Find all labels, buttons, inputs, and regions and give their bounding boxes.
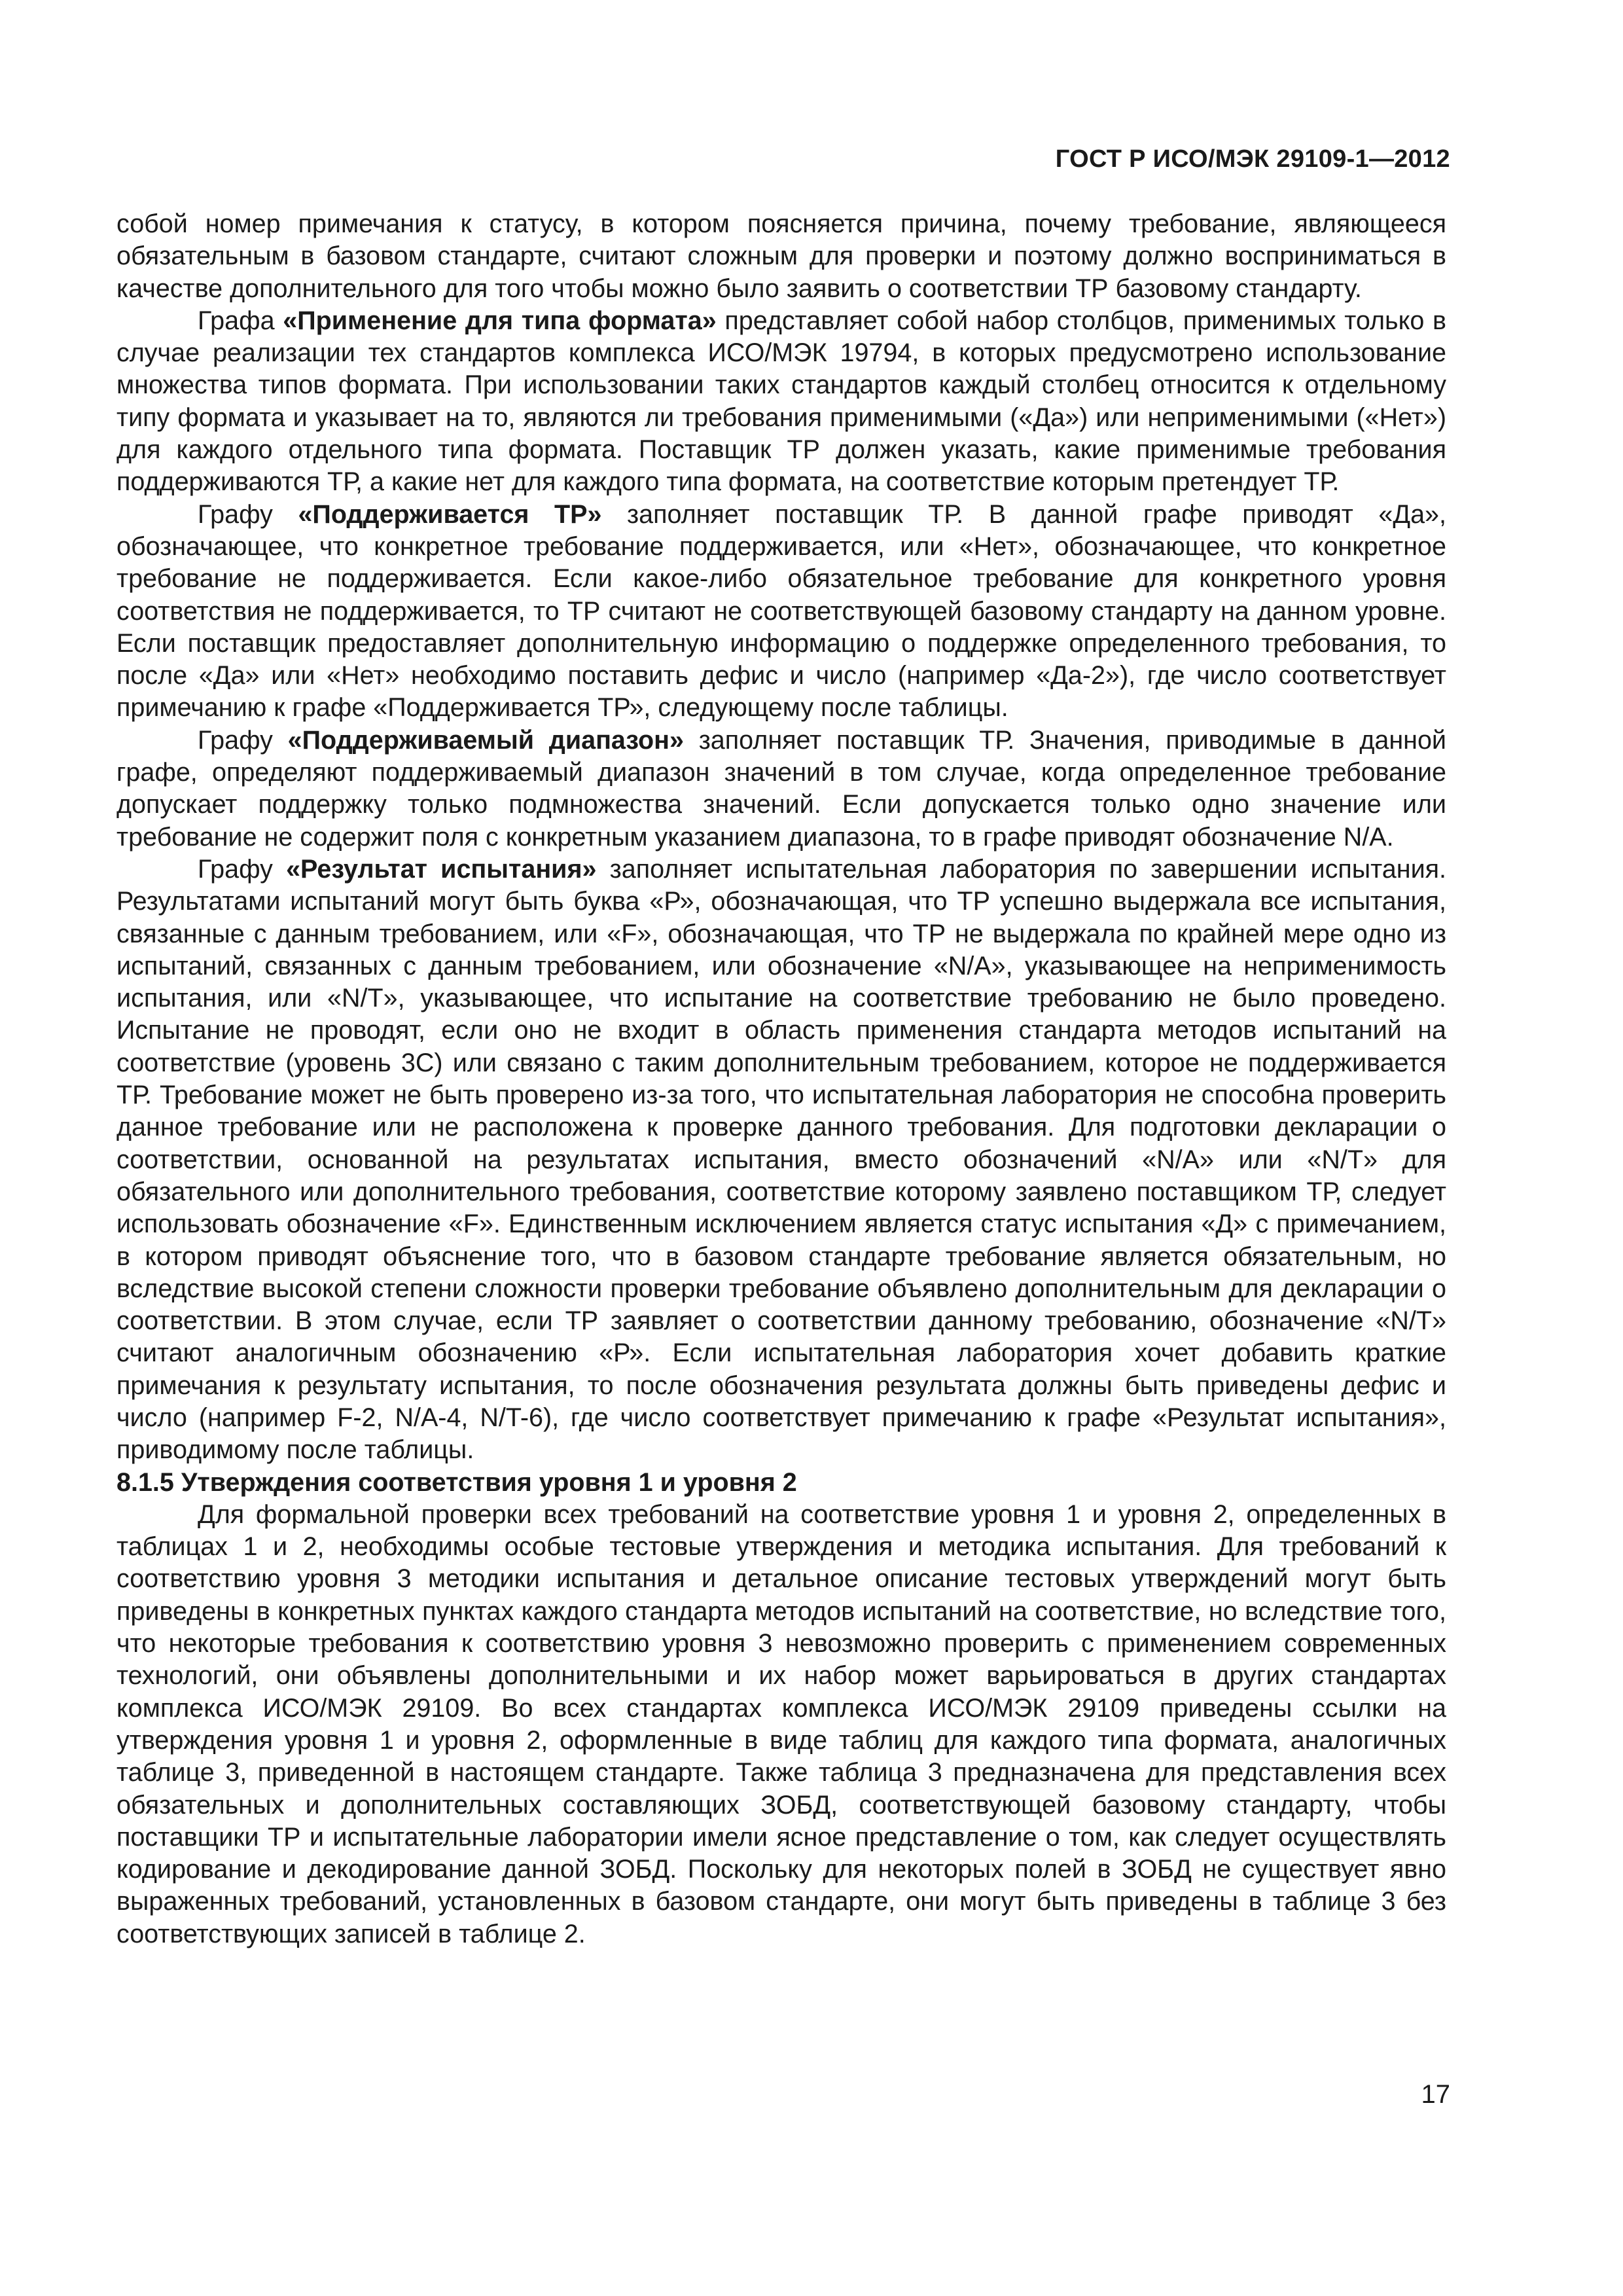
paragraph-text: заполняет поставщик ТР. Значения, приводимые в данной графе, определяют поддерживаемый диапазон значений в том случае, когда определенное требование допускает поддержку только подмножества значений. Если допускается только одно значение или требование не содержит поля с конкретным указанием диапазона, то в графе приводят обозначение N/A. bbox=[116, 725, 1446, 852]
term-supported-range: «Поддерживаемый диапазон» bbox=[287, 725, 684, 755]
paragraph-text: заполняет поставщик ТР. В данной графе приводят «Да», обозначающее, что конкретное требование поддерживается, или «Нет», обозначающее, что конкретное требование не поддерживается. Если какое-либо обязательное требование для конкретного уровня соответствия не поддерживается, то ТР считают не соответствующей базовому стандарту на данном уровне. Если поставщик предоставляет дополнительную информацию о поддержке определенного требования, то после «Да» или «Нет» необходимо поставить дефис и число (например «Да-2»), где число соответствует примечанию к графе «Поддерживается ТР», следующему после таблицы. bbox=[116, 499, 1446, 723]
paragraph-level-assertions: Для формальной проверки всех требований на соответствие уровня 1 и уровня 2, определенных в таблицах 1 и 2, необходимы особые тестовые утверждения и методика испытания. Для требований к соответствию уровня 3 методики испытания и детальное описание тестовых утверждений могут быть приведены в конкретных пунктах каждого стандарта методов испытаний на соответствие, но вследствие того, что некоторые требования к соответствию уровня 3 невозможно проверить с применением современных технологий, они объявлены дополнительными и их набор может варьироваться в других стандартах комплекса ИСО/МЭК 29109. Во всех стандартах комплекса ИСО/МЭК 29109 приведены ссылки на утверждения уровня 1 и уровня 2, оформленные в виде таблиц для каждого типа формата, аналогичных таблице 3, приведенной в настоящем стандарте. Также таблица 3 предназначена для представления всех обязательных и дополнительных составляющих ЗОБД, соответствующей базовому стандарту, чтобы поставщики ТР и испытательные лаборатории имели ясное представление о том, как следует осуществлять кодирование и декодирование данной ЗОБД. Поскольку для некоторых полей в ЗОБД не существует явно выраженных требований, установленных в базовом стандарте, они могут быть приведены в таблице 3 без соответствующих записей в таблице 2. bbox=[116, 1499, 1446, 1948]
term-supported-by-tr: «Поддерживается ТР» bbox=[298, 499, 602, 529]
paragraph-supported-range bbox=[116, 725, 1446, 853]
page-number: 17 bbox=[1421, 2080, 1450, 2109]
paragraph-text: Графу bbox=[198, 725, 288, 755]
paragraph-continuation: собой номер примечания к статусу, в котором поясняется причина, почему требование, являющееся обязательным в базовом стандарте, считают сложным для проверки и поэтому должно восприниматься в качестве дополнительного для того чтобы можно было заявить о соответствии ТР базовому стандарту. bbox=[116, 209, 1446, 303]
paragraph-text: представляет собой набор столбцов, применимых только в случае реализации тех стандартов комплекса ИСО/МЭК 19794, в которых предусмотрено использование множества типов формата. При использовании таких стандартов каждый столбец относится к отдельному типу формата и указывает на то, являются ли требования применимыми («Да») или неприменимыми («Нет») для каждого отдельного типа формата. Поставщик ТР должен указать, какие применимые требования поддерживаются ТР, а какие нет для каждого типа формата, на соответствие которым претендует ТР. bbox=[116, 306, 1446, 497]
section-heading-8-1-5: 8.1.5 Утверждения соответствия уровня 1 и уровня 2 bbox=[116, 1467, 797, 1497]
paragraph-test-result bbox=[116, 853, 1446, 1467]
term-format-type-application: «Применение для типа формата» bbox=[283, 306, 717, 335]
term-test-result: «Результат испытания» bbox=[286, 854, 597, 884]
paragraph-format-type-column bbox=[116, 305, 1446, 499]
paragraph-text: Графу bbox=[198, 499, 298, 529]
paragraph-text: заполняет испытательная лаборатория по завершении испытания. Результатами испытаний могут быть буква «Р», обозначающая, что ТР успешно выдержала все испытания, связанные с данным требованием, или «F», обозначающая, что ТР не выдержала по крайней мере одно из испытаний, связанных с данным требованием, или обозначение «N/A», указывающее на неприменимость испытания, или «N/T», указывающее, что испытание на соответствие требованию не было проведено. Испытание не проводят, если оно не входит в область применения стандарта методов испытаний на соответствие (уровень 3С) или связано с таким дополнительным требованием, которое не поддерживается ТР. Требование может не быть проверено из-за того, что испытательная лаборатория не способна проверить данное требование или не расположена к проверке данного требования. Для подготовки декларации о соответствии, основанной на результатах испытания, вместо обозначений «N/A» или «N/T» для обязательного или дополнительного требования, соответствие которому заявлено поставщиком ТР, следует использовать обозначение «F». Единственным исключением является статус испытания «Д» с примечанием, в котором приводят объяснение того, что в базовом стандарте требование является обязательным, но вследствие высокой степени сложности проверки требование объявлено дополнительным для декларации о соответствии. В этом случае, если ТР заявляет о соответствии данному требованию, обозначение «N/T» считают аналогичным обозначению «Р». Если испытательная лаборатория хочет добавить краткие примечания к результату испытания, то после обозначения результата должны быть приведены дефис и число (например F-2, N/A-4, N/T-6), где число соответствует примечанию к графе «Результат испытания», приводимому после таблицы. bbox=[116, 854, 1447, 1465]
document-header: ГОСТ Р ИСО/МЭК 29109-1—2012 bbox=[1055, 145, 1450, 173]
document-body bbox=[116, 208, 1446, 1950]
paragraph-text: Графа bbox=[198, 306, 283, 335]
paragraph-text: Графу bbox=[198, 854, 287, 884]
paragraph-supported-by-tr bbox=[116, 499, 1446, 725]
